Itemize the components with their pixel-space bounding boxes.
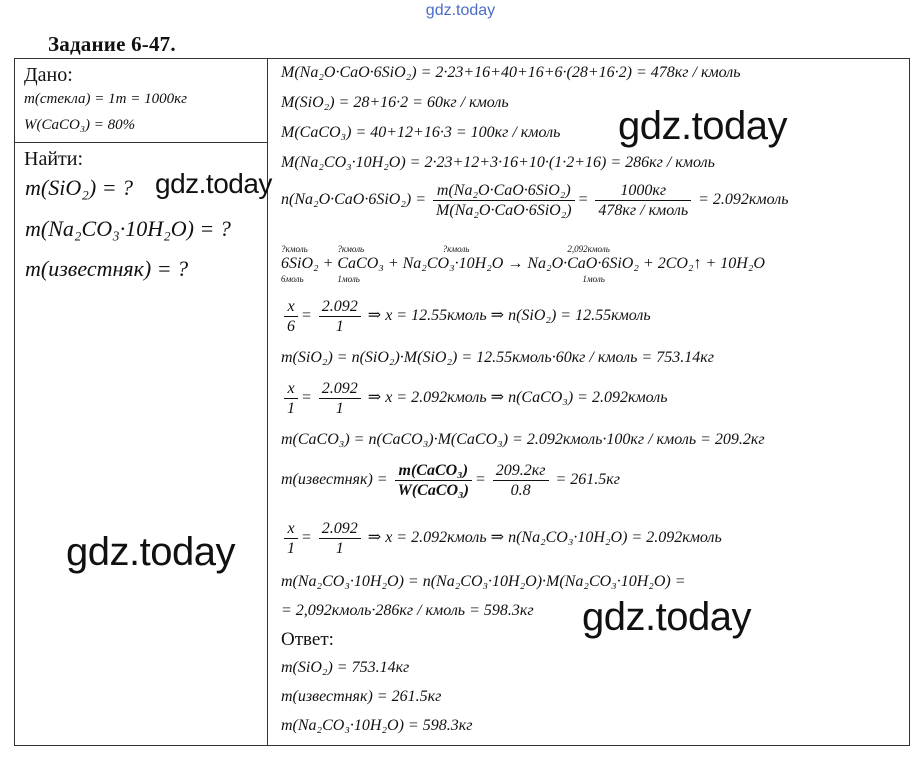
molar-mass-soda: M(Na₂CO₃·10H₂O) = 2·23+12+3·16+10·(1·2+16) = 286кг / кмоль: [281, 154, 715, 171]
answer-sio2: m(SiO₂) = 753.14кг: [281, 659, 410, 676]
annotation-above: ?кмоль: [337, 244, 365, 254]
products-rest: + 2CO₂↑ + 10H₂O: [642, 255, 765, 272]
fraction-denominator: 1: [335, 318, 344, 335]
glass-moles-line: n(Na₂O·CaO·6SiO₂) = $\frac{\text{m(Na₂O·CaO·6SiO₂)}}{\text{M(Na₂O·CaO·6SiO₂)}}$ = $\frac{1000кг}{\text{478кг / кмоль}}$ = 2.092кмоль: [281, 182, 789, 219]
column-divider: [267, 59, 268, 745]
solution-table: [14, 58, 910, 746]
annotation-below: 6моль: [281, 274, 304, 284]
mass-soda-line-1: m(Na₂CO₃·10H₂O) = n(Na₂CO₃·10H₂O)·M(Na₂CO₃·10H₂O) =: [281, 573, 686, 590]
watermark: gdz.today: [582, 595, 751, 639]
mass-sio2-line: m(SiO₂) = n(SiO₂)·M(SiO₂) = 12.55кмоль·60кг / кмоль = 753.14кг: [281, 349, 714, 366]
molar-mass-glass: M(Na₂O·CaO·6SiO₂) = 2·23+16+40+16+6·(28+16·2) = 478кг / кмоль: [281, 64, 741, 81]
fraction-x: [284, 519, 298, 558]
limestone-lhs: m(известняк) =: [281, 471, 388, 489]
task-title: Задание 6-47.: [48, 32, 176, 56]
mass-soda-line-2: = 2,092кмоль·286кг / кмоль = 598.3кг: [281, 602, 534, 619]
given-find-divider: [15, 142, 268, 143]
fraction-numerator: x: [284, 379, 298, 399]
given-glass-mass: m(стекла) = 1т = 1000кг: [24, 91, 187, 107]
proportion-sio2: $\frac{x}{6}$ = $\frac{2.092}{1}$ ⇒ x = 12.55кмоль ⇒ n(SiO₂) = 12.55кмоль: [281, 297, 651, 336]
molar-mass-sio2: M(SiO₂) = 28+16·2 = 60кг / кмоль: [281, 94, 509, 111]
fraction-numerator: 2.092: [319, 297, 361, 317]
proportion-result: ⇒ x = 12.55кмоль ⇒ n(SiO₂) = 12.55кмоль: [367, 307, 651, 325]
fraction-values: [595, 181, 691, 220]
fraction-numerator: 2.092: [319, 379, 361, 399]
fraction-known: [319, 297, 361, 336]
fraction-numerator: 209.2кг: [493, 461, 549, 481]
mass-caco3-line: m(CaCO₃) = n(CaCO₃)·M(CaCO₃) = 2.092кмоль·100кг / кмоль = 209.2кг: [281, 431, 765, 448]
plus-sign: +: [387, 255, 399, 272]
fraction-denominator: 1: [287, 540, 295, 557]
fraction-numerator: x: [284, 519, 298, 539]
proportion-result: ⇒ x = 2.092кмоль ⇒ n(CaCO₃) = 2.092кмоль: [367, 389, 668, 407]
formula: CaCO₃: [337, 255, 384, 272]
product-glass: [527, 244, 639, 284]
fraction-numerator: 2.092: [319, 519, 361, 539]
fraction-mass-over-fraction: [395, 461, 472, 500]
find-header: Найти:: [24, 148, 84, 170]
fraction-known: [319, 379, 361, 418]
fraction-known: [319, 519, 361, 558]
answer-header: Ответ:: [281, 629, 334, 650]
find-soda: m(Na₂CO₃·10H₂O) = ?: [25, 216, 231, 241]
answer-limestone: m(известняк) = 261.5кг: [281, 688, 442, 705]
annotation-above: 2,092кмоль: [567, 244, 610, 254]
fraction-denominator: 1: [335, 540, 344, 557]
annotation-above: ?кмоль: [281, 244, 308, 254]
annotation-above: ?кмоль: [442, 244, 470, 254]
fraction-denominator: 1: [335, 400, 344, 417]
find-sio2: m(SiO₂) = ?: [25, 175, 134, 200]
fraction-denominator: 0.8: [510, 482, 531, 499]
glass-moles-result: = 2.092кмоль: [698, 191, 789, 209]
answer-soda: m(Na₂CO₃·10H₂O) = 598.3кг: [281, 717, 473, 734]
proportion-result: ⇒ x = 2.092кмоль ⇒ n(Na₂CO₃·10H₂O) = 2.092кмоль: [367, 529, 722, 547]
reactant-sio2: [281, 244, 319, 284]
fraction-numerator: x: [284, 297, 298, 317]
limestone-mass-line: m(известняк) = $\frac{\text{m(CaCO₃)}}{\text{W(CaCO₃)}}$ = $\frac{209.2кг}{0.8}$ = 261.5кг: [281, 462, 621, 499]
fraction-denominator: M(Na₂O·CaO·6SiO₂): [436, 202, 572, 219]
formula: 6SiO₂: [281, 255, 319, 272]
reaction-arrow: →: [507, 255, 524, 272]
fraction-values: [493, 461, 549, 500]
watermark-top: gdz.today: [425, 2, 496, 19]
find-limestone: m(известняк) = ?: [25, 256, 189, 281]
annotation-below: 1моль: [337, 274, 360, 284]
reaction-equation: [281, 244, 765, 284]
watermark: gdz.today: [66, 530, 235, 574]
limestone-result: = 261.5кг: [555, 471, 621, 489]
fraction-x: [284, 379, 298, 418]
fraction-numerator: m(CaCO₃): [395, 461, 472, 481]
given-header: Дано:: [24, 64, 73, 86]
fraction-mass-over-molar: [433, 181, 575, 220]
formula: Na₂O·CaO·6SiO₂: [527, 255, 639, 272]
fraction-denominator: 1: [287, 400, 295, 417]
fraction-denominator: 478кг / кмоль: [598, 202, 689, 219]
watermark: gdz.today: [618, 104, 787, 148]
annotation-below: 1моль: [582, 274, 605, 284]
reactant-caco3: [337, 244, 384, 284]
fraction-numerator: m(Na₂O·CaO·6SiO₂): [433, 181, 575, 201]
fraction-x: [284, 297, 298, 336]
given-caco3-fraction: W(CaCO₃) = 80%: [24, 117, 136, 133]
formula: Na₂CO₃·10H₂O: [402, 255, 504, 272]
proportion-soda: $\frac{x}{1}$ = $\frac{2.092}{1}$ ⇒ x = 2.092кмоль ⇒ n(Na₂CO₃·10H₂O) = 2.092кмоль: [281, 519, 722, 558]
fraction-denominator: W(CaCO₃): [397, 482, 469, 499]
fraction-denominator: 6: [287, 318, 295, 335]
watermark: gdz.today: [155, 168, 272, 199]
fraction-numerator: 1000кг: [595, 181, 691, 201]
proportion-caco3: $\frac{x}{1}$ = $\frac{2.092}{1}$ ⇒ x = 2.092кмоль ⇒ n(CaCO₃) = 2.092кмоль: [281, 379, 668, 418]
molar-mass-caco3: M(CaCO₃) = 40+12+16·3 = 100кг / кмоль: [281, 124, 561, 141]
reactant-soda: [402, 244, 504, 273]
glass-moles-lhs: n(Na₂O·CaO·6SiO₂) =: [281, 191, 427, 209]
plus-sign: +: [322, 255, 334, 272]
